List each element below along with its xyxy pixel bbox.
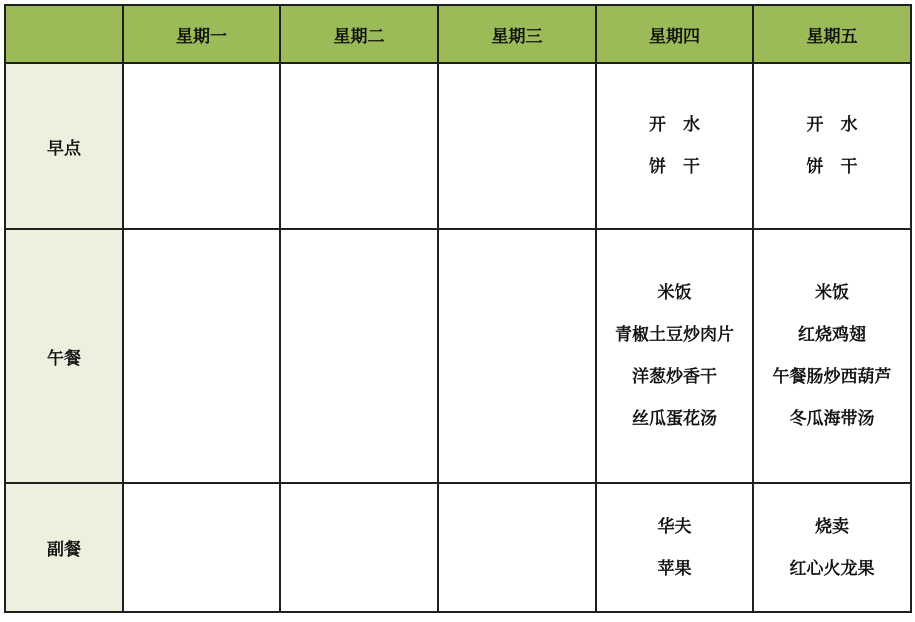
cell-breakfast-tuesday — [280, 63, 438, 229]
cell-lunch-tuesday — [280, 229, 438, 483]
menu-item: 饼 干 — [806, 157, 858, 177]
menu-item: 午餐肠炒西葫芦 — [772, 367, 892, 387]
cell-snack-wednesday — [438, 483, 596, 612]
cell-snack-monday — [123, 483, 280, 612]
row-snack — [5, 483, 911, 612]
header-corner — [5, 5, 123, 63]
row-label-snack: 副餐 — [5, 483, 123, 612]
menu-item: 米饭 — [657, 283, 692, 303]
row-breakfast — [5, 63, 911, 229]
menu-item: 红烧鸡翅 — [798, 325, 866, 345]
cell-lunch-monday — [123, 229, 280, 483]
header-wednesday: 星期三 — [438, 5, 596, 63]
row-lunch — [5, 229, 911, 483]
menu-item: 开 水 — [649, 115, 700, 135]
menu-list — [597, 114, 752, 178]
menu-list — [597, 282, 752, 430]
menu-item: 烧卖 — [815, 516, 849, 537]
menu-item: 青椒土豆炒肉片 — [615, 325, 734, 345]
cell-lunch-wednesday — [438, 229, 596, 483]
header-tuesday: 星期二 — [280, 5, 438, 63]
cell-breakfast-thursday — [596, 63, 753, 229]
header-monday: 星期一 — [123, 5, 280, 63]
row-label-breakfast: 早点 — [5, 63, 123, 229]
menu-list — [597, 516, 752, 580]
cell-lunch-thursday — [596, 229, 753, 483]
weekly-menu-table — [4, 4, 912, 613]
cell-snack-tuesday — [280, 483, 438, 612]
header-friday: 星期五 — [753, 5, 911, 63]
menu-item: 洋葱炒香干 — [632, 367, 717, 387]
row-label-lunch: 午餐 — [5, 229, 123, 483]
menu-item: 开 水 — [806, 115, 858, 135]
menu-item: 米饭 — [815, 283, 849, 303]
cell-breakfast-friday — [753, 63, 911, 229]
menu-item: 红心火龙果 — [789, 558, 875, 579]
menu-list — [754, 282, 910, 430]
header-thursday: 星期四 — [596, 5, 753, 63]
menu-item: 冬瓜海带汤 — [789, 409, 875, 429]
cell-snack-friday — [753, 483, 911, 612]
cell-breakfast-monday — [123, 63, 280, 229]
menu-item: 华夫 — [657, 516, 692, 537]
menu-item: 丝瓜蛋花汤 — [632, 409, 717, 429]
menu-list — [754, 114, 910, 178]
header-row — [5, 5, 911, 63]
menu-item: 饼 干 — [649, 157, 700, 177]
cell-breakfast-wednesday — [438, 63, 596, 229]
cell-lunch-friday — [753, 229, 911, 483]
menu-list — [754, 516, 910, 580]
menu-item: 苹果 — [657, 558, 692, 579]
cell-snack-thursday — [596, 483, 753, 612]
